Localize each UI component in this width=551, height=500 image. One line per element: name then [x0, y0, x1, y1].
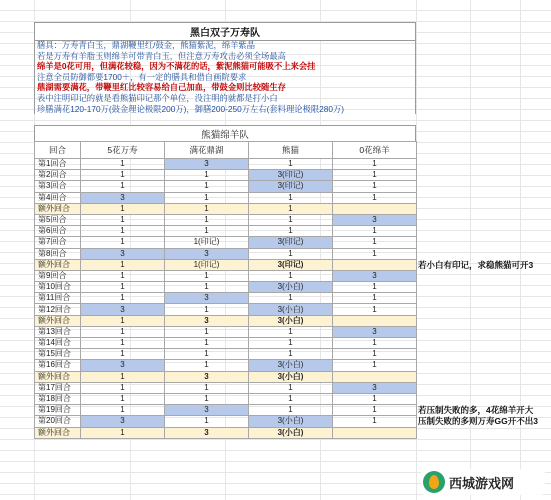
note-line: 注意全员防御都要1700＋，有一定的膳具和借自画院要求	[37, 71, 247, 82]
skill-cell: 1	[81, 371, 165, 382]
column-header: 0花绵羊	[333, 142, 417, 159]
skill-cell: 1	[81, 405, 165, 416]
skill-cell	[333, 203, 417, 214]
skill-cell: 1	[165, 203, 249, 214]
table-header-row	[35, 142, 417, 159]
table-row	[35, 427, 417, 438]
watermark	[421, 469, 545, 495]
skill-cell: 3(小白)	[249, 371, 333, 382]
watermark-text: 西城游戏网	[449, 475, 515, 491]
skill-cell: 1	[333, 293, 417, 304]
skill-cell: 1	[165, 360, 249, 371]
skill-cell: 1	[333, 338, 417, 349]
rotation-table	[34, 141, 417, 439]
skill-cell: 1	[165, 270, 249, 281]
skill-cell: 1	[333, 170, 417, 181]
xicheng-logo-icon	[423, 471, 445, 493]
skill-cell: 1	[333, 304, 417, 315]
table-row	[35, 349, 417, 360]
table-row	[35, 181, 417, 192]
skill-cell: 3	[81, 416, 165, 427]
table-row	[35, 293, 417, 304]
skill-cell: 1	[165, 349, 249, 360]
skill-cell: 1	[165, 393, 249, 404]
round-label: 额外回合	[35, 259, 81, 270]
skill-cell: 1	[81, 159, 165, 170]
round-label: 第15回合	[35, 349, 81, 360]
skill-cell: 1	[165, 192, 249, 203]
skill-cell: 1	[165, 226, 249, 237]
round-label: 第17回合	[35, 382, 81, 393]
table-row	[35, 360, 417, 371]
skill-cell: 1	[165, 326, 249, 337]
skill-cell: 1	[81, 181, 165, 192]
skill-cell: 1	[333, 360, 417, 371]
skill-cell: 1	[249, 293, 333, 304]
skill-cell: 1	[81, 203, 165, 214]
team-subtitle: 熊猫绵羊队	[34, 125, 416, 142]
round-label: 第5回合	[35, 214, 81, 225]
skill-cell: 1	[165, 416, 249, 427]
round-label: 第11回合	[35, 293, 81, 304]
skill-cell: 1	[249, 338, 333, 349]
table-row	[35, 315, 417, 326]
table-row	[35, 405, 417, 416]
round-label: 额外回合	[35, 427, 81, 438]
skill-cell: 3(小白)	[249, 427, 333, 438]
skill-cell: 1	[333, 282, 417, 293]
column-header: 满花鼎湖	[165, 142, 249, 159]
table-row	[35, 259, 417, 270]
skill-cell: 1	[333, 405, 417, 416]
table-row	[35, 326, 417, 337]
skill-cell: 1	[81, 226, 165, 237]
table-row	[35, 226, 417, 237]
skill-cell: 1	[249, 192, 333, 203]
column-header: 熊猫	[249, 142, 333, 159]
side-note: 压制失败的多则万寿GG开不出3	[418, 416, 538, 426]
skill-cell: 1	[81, 427, 165, 438]
skill-cell: 1	[81, 338, 165, 349]
table-row	[35, 237, 417, 248]
note-line: 若是万寿有羊脂玉则绵羊可带青白玉，但注意万寿攻击必须全场最高	[37, 50, 286, 61]
round-label: 第9回合	[35, 270, 81, 281]
skill-cell: 3(印记)	[249, 259, 333, 270]
skill-cell: 1	[81, 214, 165, 225]
skill-cell: 1	[249, 226, 333, 237]
skill-cell: 1	[81, 170, 165, 181]
notes-block	[34, 40, 416, 114]
skill-cell	[333, 427, 417, 438]
round-label: 第19回合	[35, 405, 81, 416]
skill-cell: 1	[249, 405, 333, 416]
table-row	[35, 282, 417, 293]
table-row	[35, 382, 417, 393]
round-label: 第16回合	[35, 360, 81, 371]
skill-cell: 1	[249, 393, 333, 404]
round-label: 第8回合	[35, 248, 81, 259]
round-label: 第6回合	[35, 226, 81, 237]
skill-cell: 1	[81, 326, 165, 337]
skill-cell: 1	[165, 382, 249, 393]
skill-cell: 1	[165, 170, 249, 181]
skill-cell: 3	[81, 304, 165, 315]
skill-cell: 3	[81, 192, 165, 203]
round-label: 第2回合	[35, 170, 81, 181]
skill-cell: 1	[249, 248, 333, 259]
round-label: 第20回合	[35, 416, 81, 427]
skill-cell: 1	[81, 293, 165, 304]
skill-cell: 1	[165, 181, 249, 192]
skill-cell: 1	[81, 349, 165, 360]
table-row	[35, 393, 417, 404]
skill-cell: 1	[81, 270, 165, 281]
skill-cell: 3	[81, 248, 165, 259]
skill-cell: 3	[165, 159, 249, 170]
skill-cell: 1	[249, 159, 333, 170]
table-row	[35, 192, 417, 203]
note-line: 膳具：万寿青白玉，鼎湖鞭里红/鼓金，熊猫紫泥，绵羊紫晶	[37, 40, 256, 50]
skill-cell: 3	[165, 293, 249, 304]
gridline	[0, 10, 551, 11]
skill-cell: 3(小白)	[249, 360, 333, 371]
skill-cell: 1	[333, 159, 417, 170]
skill-cell: 1	[81, 259, 165, 270]
skill-cell: 3	[333, 326, 417, 337]
table-row	[35, 214, 417, 225]
round-label: 第3回合	[35, 181, 81, 192]
skill-cell	[333, 259, 417, 270]
note-line: 珍膳满花120-170万(鼓金理论极限200万)，御膳200-250万左右(套料理论极限280万)	[37, 103, 345, 114]
skill-cell: 3(小白)	[249, 304, 333, 315]
note-line: 鼎湖需要满花，带鞭里红比较容易给自己加血，带鼓金则比较随生存	[37, 82, 286, 93]
skill-cell: 3	[165, 248, 249, 259]
table-row	[35, 270, 417, 281]
skill-cell: 1	[81, 237, 165, 248]
round-label: 第13回合	[35, 326, 81, 337]
gridline	[0, 120, 551, 121]
skill-cell: 3	[333, 270, 417, 281]
skill-cell: 3(小白)	[249, 315, 333, 326]
skill-cell: 3	[165, 315, 249, 326]
skill-cell: 3	[333, 382, 417, 393]
skill-cell: 1	[249, 203, 333, 214]
skill-cell: 1	[333, 393, 417, 404]
gridline	[0, 450, 551, 451]
round-label: 第18回合	[35, 393, 81, 404]
skill-cell: 3(小白)	[249, 282, 333, 293]
side-note: 若压制失败的多，4花绵羊开大	[418, 405, 534, 415]
note-line: 表中注明印记的就是看熊猫印记那个单位，没注明的就都是打小白	[37, 92, 278, 103]
skill-cell: 1(印记)	[165, 237, 249, 248]
table-row	[35, 416, 417, 427]
skill-cell: 3	[165, 371, 249, 382]
sheet-title: 黑白双子万寿队	[34, 22, 416, 41]
skill-cell: 1	[81, 382, 165, 393]
skill-cell: 1	[165, 214, 249, 225]
skill-cell: 3	[333, 214, 417, 225]
round-label: 第1回合	[35, 159, 81, 170]
table-row	[35, 371, 417, 382]
table-row	[35, 203, 417, 214]
note-line: 绵羊是0花可用，但满花较稳，因为不满花的话，紫泥熊猫可能吸不上来会挂	[37, 61, 316, 72]
skill-cell	[333, 371, 417, 382]
skill-cell: 1	[249, 382, 333, 393]
table-row	[35, 159, 417, 170]
round-label: 第12回合	[35, 304, 81, 315]
skill-cell: 1(印记)	[165, 259, 249, 270]
skill-cell: 1	[81, 282, 165, 293]
table-body	[35, 159, 417, 439]
skill-cell: 1	[249, 326, 333, 337]
skill-cell: 3(印记)	[249, 170, 333, 181]
skill-cell: 1	[165, 304, 249, 315]
gridline	[0, 439, 551, 440]
skill-cell: 1	[81, 315, 165, 326]
skill-cell: 1	[333, 349, 417, 360]
skill-cell: 1	[333, 237, 417, 248]
side-note: 若小白有印记，求稳熊猫可开3	[418, 260, 534, 270]
skill-cell: 3(印记)	[249, 181, 333, 192]
skill-cell: 1	[333, 226, 417, 237]
skill-cell: 1	[333, 192, 417, 203]
skill-cell: 1	[165, 282, 249, 293]
skill-cell: 1	[81, 393, 165, 404]
table-row	[35, 248, 417, 259]
skill-cell: 1	[249, 349, 333, 360]
gridline	[0, 461, 551, 462]
skill-cell: 1	[249, 270, 333, 281]
round-label: 额外回合	[35, 371, 81, 382]
skill-cell: 1	[333, 181, 417, 192]
skill-cell: 3(印记)	[249, 237, 333, 248]
skill-cell: 3(小白)	[249, 416, 333, 427]
skill-cell: 3	[165, 405, 249, 416]
skill-cell: 1	[333, 416, 417, 427]
round-label: 第4回合	[35, 192, 81, 203]
round-label: 第7回合	[35, 237, 81, 248]
round-label: 额外回合	[35, 203, 81, 214]
table-row	[35, 338, 417, 349]
table-row	[35, 170, 417, 181]
table-row	[35, 304, 417, 315]
skill-cell	[333, 315, 417, 326]
skill-cell: 3	[81, 360, 165, 371]
skill-cell: 1	[249, 214, 333, 225]
round-label: 第14回合	[35, 338, 81, 349]
skill-cell: 1	[333, 248, 417, 259]
skill-cell: 3	[165, 427, 249, 438]
skill-cell: 1	[165, 338, 249, 349]
column-header: 回合	[35, 142, 81, 159]
round-label: 第10回合	[35, 282, 81, 293]
column-header: 5花万寿	[81, 142, 165, 159]
round-label: 额外回合	[35, 315, 81, 326]
